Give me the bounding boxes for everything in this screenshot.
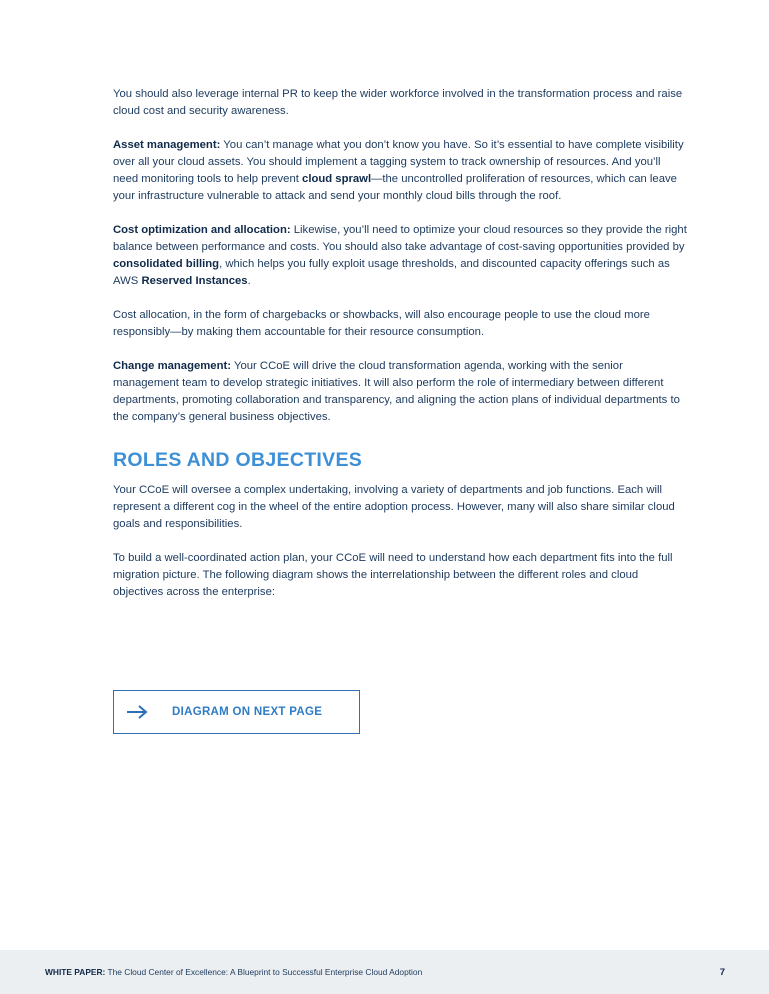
change-management-paragraph <box>113 358 688 426</box>
page-footer <box>0 950 769 994</box>
asset-text-2: —the uncontrolled proliferation of resources, which can leave your infrastructure vulnerable to attack and send your monthly cloud bills through the roof. <box>113 173 677 202</box>
intro-paragraph: You should also leverage internal PR to keep the wider workforce involved in the transformation process and raise cloud cost and security awareness. <box>113 88 683 117</box>
main-content <box>113 86 688 618</box>
footer-label: WHITE PAPER: <box>45 967 106 977</box>
asset-text-1: You can’t manage what you don’t know you have. So it’s essential to have complete visibility over all your cloud assets. You should implement a tagging system to track ownership of resources. And you’ll need monitoring tools to help prevent <box>113 139 684 185</box>
cost-text-2: , which helps you fully exploit usage thresholds, and discounted capacity offerings such as AWS <box>113 258 670 287</box>
arrow-right-icon <box>126 705 148 719</box>
cost-text-3: . <box>247 275 251 287</box>
change-management-title: Change management: <box>113 360 232 372</box>
page-number: 7 <box>719 966 725 978</box>
roles-paragraph-2: To build a well-coordinated action plan, your CCoE will need to understand how each department fits into the full migration picture. The following diagram shows the interrelationship between the different roles and cloud objectives across the enterprise: <box>113 552 673 598</box>
cloud-sprawl-term: cloud sprawl <box>302 173 372 185</box>
footer-text <box>45 967 422 977</box>
asset-management-title: Asset management: <box>113 139 221 151</box>
cost-optimization-paragraph <box>113 222 688 290</box>
cost-allocation-paragraph: Cost allocation, in the form of chargebacks or showbacks, will also encourage people to use the cloud more responsibly—by making them accountable for their resource consumption. <box>113 309 650 338</box>
cost-optimization-title: Cost optimization and allocation: <box>113 224 291 236</box>
consolidated-billing-term: consolidated billing <box>113 258 220 270</box>
diagram-next-page-button[interactable] <box>113 690 360 734</box>
change-text-1: Your CCoE will drive the cloud transformation agenda, working with the senior management team to develop strategic initiatives. It will also perform the role of intermediary between different departments, promoting collaboration and transparency, and aligning the action plans of individual departments to the company’s general business objectives. <box>113 360 680 423</box>
diagram-next-page-label: DIAGRAM ON NEXT PAGE <box>172 706 323 718</box>
roles-paragraph-1: Your CCoE will oversee a complex undertaking, involving a variety of departments and job functions. Each will represent a different cog in the wheel of the entire adoption process. However, many will also share similar cloud goals and responsibilities. <box>113 484 675 530</box>
section-heading: ROLES AND OBJECTIVES <box>113 449 363 471</box>
footer-title: The Cloud Center of Excellence: A Blueprint to Successful Enterprise Cloud Adoption <box>105 967 423 977</box>
asset-management-paragraph <box>113 137 688 205</box>
cost-text-1: Likewise, you’ll need to optimize your cloud resources so they provide the right balance between performance and costs. You should also take advantage of cost-saving opportunities provided by <box>113 224 687 253</box>
reserved-instances-term: Reserved Instances <box>141 275 248 287</box>
